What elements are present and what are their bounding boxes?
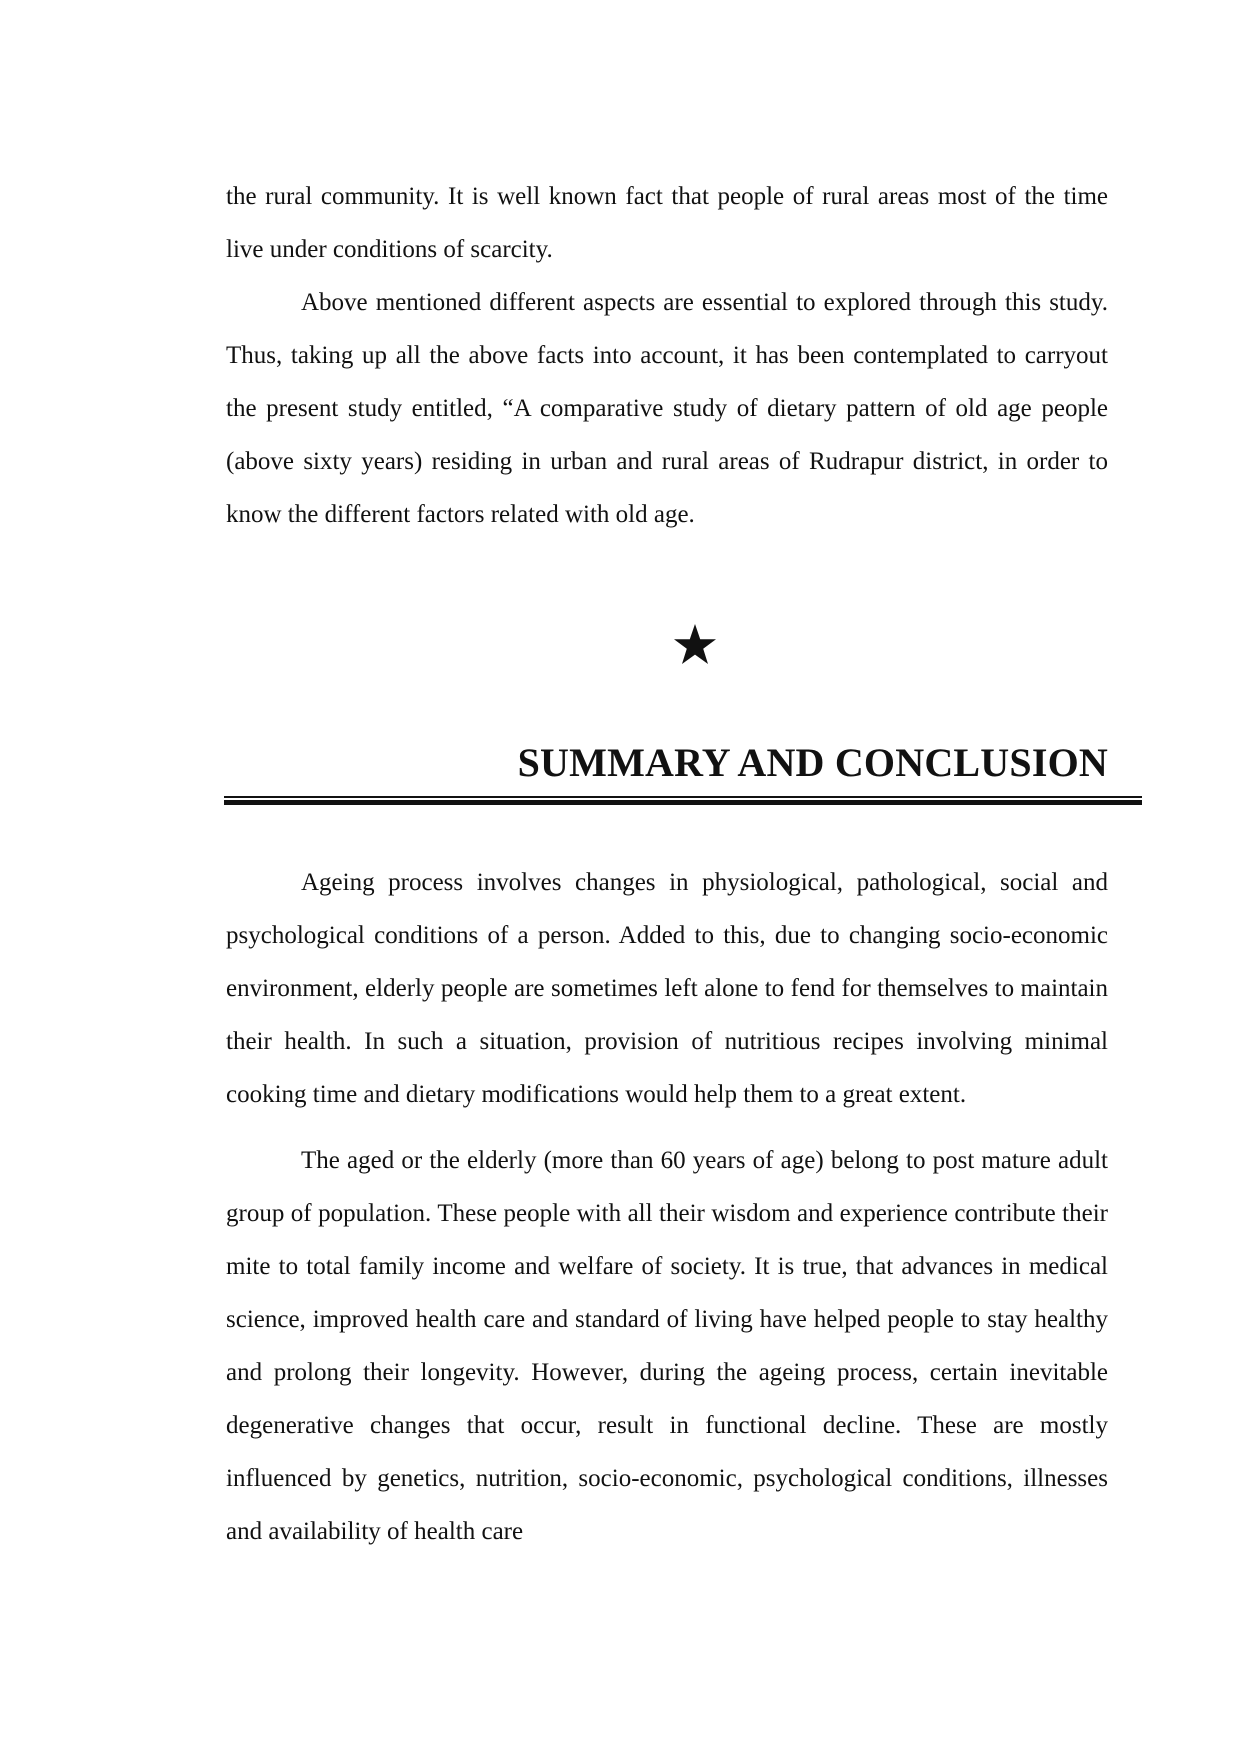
summary-paragraph-ageing-process: Ageing process involves changes in physiological, pathological, social and psychological conditions of a person. Added to this, due to changing socio-economic environment, elderly people are sometimes left alone to fend for themselves to maintain their health. In such a situation, provision of nutritious recipes involving minimal cooking time and dietary modifications would help them to a great extent. <box>226 869 1108 1108</box>
intro-text <box>226 170 1108 541</box>
summary-text <box>226 856 1108 1558</box>
intro-paragraph-study-aim: Above mentioned different aspects are essential to explored through this study. Thus, taking up all the above facts into account, it has been contemplated to carryout the present study entitled, “A comparative study of dietary pattern of old age people (above sixty years) residing in urban and rural areas of Rudrapur district, in order to know the different factors related with old age. <box>226 289 1108 528</box>
intro-paragraph-continued: the rural community. It is well known fact that people of rural areas most of the time live under conditions of scarcity. <box>226 183 1108 263</box>
star-icon <box>672 622 718 668</box>
section-title: SUMMARY AND CONCLUSION <box>517 740 1108 785</box>
summary-paragraph-aged-population: The aged or the elderly (more than 60 years of age) belong to post mature adult group of population. These people with all their wisdom and experience contribute their mite to total family income and welfare of society. It is true, that advances in medical science, improved health care and standard of living have helped people to stay healthy and prolong their longevity. However, during the ageing process, certain inevitable degenerative changes that occur, result in functional decline. These are mostly influenced by genetics, nutrition, socio-economic, psychological conditions, illnesses and availability of health care <box>226 1147 1108 1545</box>
heading-rule <box>224 796 1142 806</box>
